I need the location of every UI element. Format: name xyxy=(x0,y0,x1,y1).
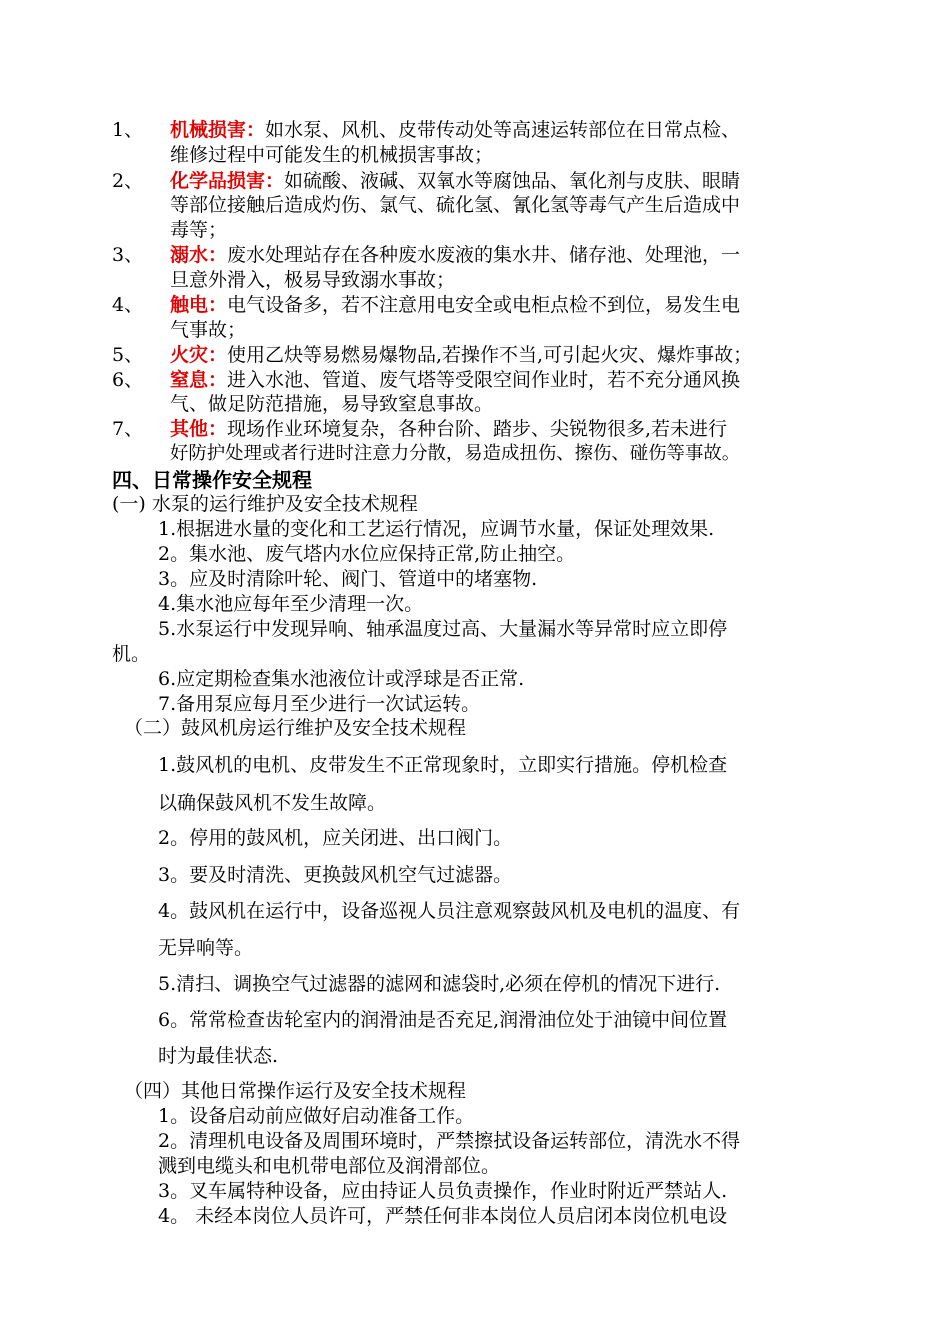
hazard-line: 化学品损害：如硫酸、液碱、双氧水等腐蚀品、氧化剂与皮肤、眼睛 xyxy=(170,170,741,192)
hazard-title: 窒息： xyxy=(170,369,228,391)
list-item: 3。叉车属特种设备，应由持证人员负责操作，作业时附近严禁站人. xyxy=(158,1180,728,1202)
hazard-title: 火灾： xyxy=(170,344,228,366)
list-item: 3。要及时清洗、更换鼓风机空气过滤器。 xyxy=(158,864,513,886)
list-item: 2。停用的鼓风机，应关闭进、出口阀门。 xyxy=(158,827,513,849)
section-heading: 四、日常操作安全规程 xyxy=(112,468,312,492)
list-item: 7.备用泵应每月至少进行一次试运转。 xyxy=(158,693,481,715)
subsection-title: （四）其他日常操作运行及安全技术规程 xyxy=(124,1080,467,1102)
hazard-number: 5、 xyxy=(112,344,144,366)
list-item: 时为最佳状态. xyxy=(158,1045,279,1067)
list-item: 以确保鼓风机不发生故障。 xyxy=(158,792,387,814)
hazard-line: 好防护处理或者行进时注意力分散，易造成扭伤、擦伤、碰伤等事故。 xyxy=(170,443,741,464)
hazard-title: 机械损害： xyxy=(170,119,266,141)
list-item: 2。集水池、废气塔内水位应保持正常,防止抽空。 xyxy=(158,543,576,565)
list-item: 4.集水池应每年至少清理一次。 xyxy=(158,593,424,615)
hazard-number: 4、 xyxy=(112,294,144,316)
hazard-title: 触电： xyxy=(170,294,228,316)
hazard-line: 其他：现场作业环境复杂，各种台阶、踏步、尖锐物很多,若未进行 xyxy=(170,418,728,440)
hazard-number: 2、 xyxy=(112,170,144,192)
list-item: 2。清理机电设备及周围环境时，严禁擦拭设备运转部位，清洗水不得 xyxy=(158,1130,741,1152)
hazard-line: 机械损害：如水泵、风机、皮带传动处等高速运转部位在日常点检、 xyxy=(170,119,741,141)
hazard-line: 溺水：废水处理站存在各种废水废液的集水井、储存池、处理池，一 xyxy=(170,244,741,266)
hazard-title: 溺水： xyxy=(170,244,228,266)
subsection-title: (一) 水泵的运行维护及安全技术规程 xyxy=(112,493,418,515)
hazard-title: 其他： xyxy=(170,418,228,440)
list-item: 1。设备启动前应做好启动准备工作。 xyxy=(158,1105,475,1127)
list-item: 4。鼓风机在运行中，设备巡视人员注意观察鼓风机及电机的温度、有 xyxy=(158,900,741,922)
hazard-number: 6、 xyxy=(112,369,144,391)
hazard-line: 等部位接触后造成灼伤、氯气、硫化氢、氰化氢等毒气产生后造成中 xyxy=(170,194,741,216)
hazard-line: 窒息：进入水池、管道、废气塔等受限空间作业时，若不充分通风换 xyxy=(170,369,741,391)
list-item: 3。应及时清除叶轮、阀门、管道中的堵塞物. xyxy=(158,568,538,590)
hazard-line: 气、做足防范措施，易导致窒息事故。 xyxy=(170,393,494,415)
list-item: 1.根据进水量的变化和工艺运行情况，应调节水量，保证处理效果. xyxy=(158,518,715,540)
list-item: 1.鼓风机的电机、皮带发生不正常现象时，立即实行措施。停机检查 xyxy=(158,754,728,776)
list-item: 4。 未经本岗位人员许可，严禁任何非本岗位人员启闭本岗位机电设 xyxy=(158,1205,728,1227)
subsection-title: （二）鼓风机房运行维护及安全技术规程 xyxy=(124,717,467,739)
list-item: 机。 xyxy=(112,643,151,665)
hazard-line: 毒等； xyxy=(170,219,228,241)
hazard-line: 触电：电气设备多，若不注意用电安全或电柜点检不到位，易发生电 xyxy=(170,294,741,316)
list-item: 5.水泵运行中发现异响、轴承温度过高、大量漏水等异常时应立即停 xyxy=(158,618,728,640)
list-item: 5.清扫、调换空气过滤器的滤网和滤袋时,必须在停机的情况下进行. xyxy=(158,973,721,995)
hazard-number: 1、 xyxy=(112,119,144,141)
list-item: 6。常常检查齿轮室内的润滑油是否充足,润滑油位处于油镜中间位置 xyxy=(158,1009,728,1031)
hazard-number: 7、 xyxy=(112,418,144,440)
hazard-title: 化学品损害： xyxy=(170,170,285,192)
hazard-number: 3、 xyxy=(112,244,144,266)
list-item: 6.应定期检查集水池液位计或浮球是否正常. xyxy=(158,668,525,690)
hazard-line: 旦意外滑入，极易导致溺水事故； xyxy=(170,269,456,291)
hazard-line: 维修过程中可能发生的机械损害事故； xyxy=(170,144,494,166)
hazard-line: 火灾：使用乙炔等易燃易爆物品,若操作不当,可引起火灾、爆炸事故； xyxy=(170,344,753,366)
list-item: 无异响等。 xyxy=(158,937,254,959)
list-item: 溅到电缆头和电机带电部位及润滑部位。 xyxy=(158,1155,501,1177)
hazard-line: 气事故； xyxy=(170,319,247,341)
